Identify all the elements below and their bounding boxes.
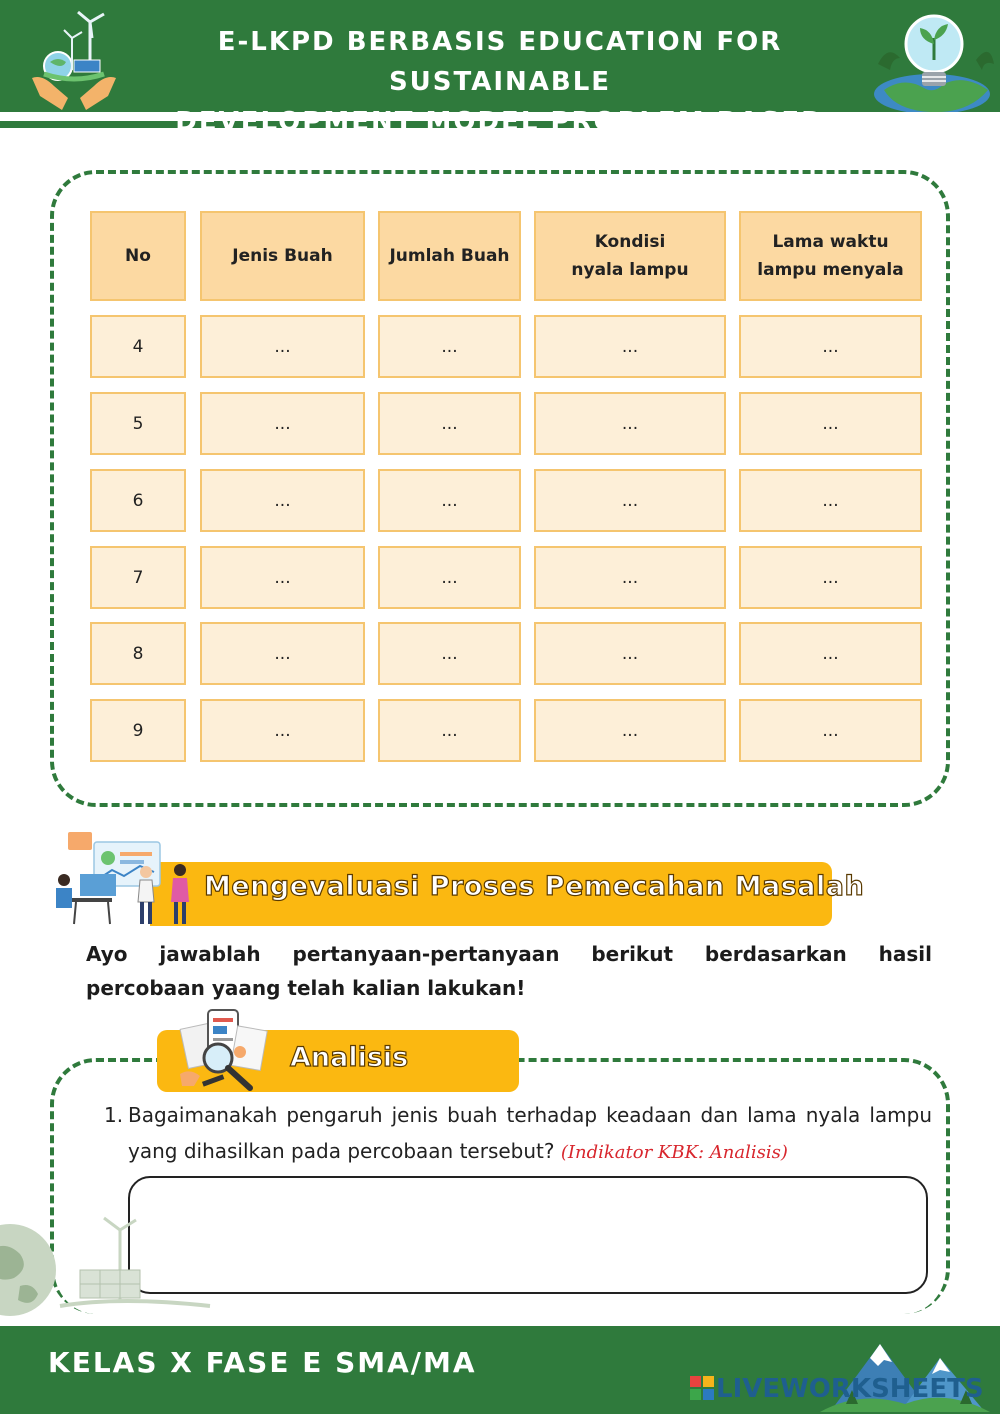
table-cell-jenis-buah[interactable]: ... [200,699,365,762]
section-title: Mengevaluasi Proses Pemecahan Masalah [204,871,865,902]
header-title [120,22,880,182]
table-cell-lama-waktu[interactable]: ... [739,622,922,685]
header-title-line1: E-LKPD BERBASIS EDUCATION FOR SUSTAINABLE [217,27,783,97]
table-header-kondisi-lampu: Kondisi nyala lampu [534,211,726,301]
liveworksheets-watermark [690,1374,984,1404]
table-cell-jenis-buah[interactable]: ... [200,392,365,455]
question-body [128,1097,932,1171]
table-cell-no: 5 [90,392,186,455]
table-cell-jenis-buah[interactable]: ... [200,546,365,609]
table-cell-lama-waktu[interactable]: ... [739,699,922,762]
table-cell-jenis-buah[interactable]: ... [200,622,365,685]
table-cell-no: 9 [90,699,186,762]
table-cell-jumlah-buah[interactable]: ... [378,622,521,685]
globe-wind-turbine-icon [0,1210,230,1330]
footer-class-label: KELAS X FASE E SMA/MA [48,1346,477,1379]
presentation-icon [50,828,200,928]
header-title-line2: DEVELOPMENT MODEL PROBLEM BASED LEARNING [175,107,825,177]
analysis-tab-label: Analisis [290,1042,409,1073]
table-cell-jumlah-buah[interactable]: ... [378,699,521,762]
table-cell-kondisi-lampu[interactable]: ... [534,315,726,378]
question-1 [104,1097,932,1171]
table-cell-jumlah-buah[interactable]: ... [378,315,521,378]
watermark-text: LIVEWORKSHEETS [716,1374,984,1404]
table-cell-kondisi-lampu[interactable]: ... [534,546,726,609]
table-cell-kondisi-lampu[interactable]: ... [534,469,726,532]
analysis-documents-icon [178,1008,270,1092]
table-header-jenis-buah: Jenis Buah [200,211,365,301]
table-cell-no: 4 [90,315,186,378]
table-cell-jenis-buah[interactable]: ... [200,315,365,378]
eco-hands-icon [28,8,120,112]
indicator-label: (Indikator KBK: Analisis) [560,1142,788,1163]
table-cell-lama-waktu[interactable]: ... [739,546,922,609]
instruction-text: Ayo jawablah pertanyaan-pertanyaan berikut berdasarkan hasil percobaan yaang telah kalian lakukan! [86,942,932,1000]
question-text: Bagaimanakah pengaruh jenis buah terhadap keadaan dan lama nyala lampu yang dihasilkan pada percobaan tersebut? [128,1103,932,1163]
table-cell-jumlah-buah[interactable]: ... [378,469,521,532]
liveworksheets-logo-icon [690,1376,714,1400]
table-cell-jumlah-buah[interactable]: ... [378,392,521,455]
table-header-jumlah-buah: Jumlah Buah [378,211,521,301]
bulb-globe-icon [870,10,995,112]
table-cell-kondisi-lampu[interactable]: ... [534,622,726,685]
table-cell-kondisi-lampu[interactable]: ... [534,699,726,762]
table-cell-lama-waktu[interactable]: ... [739,469,922,532]
question-number: 1. [104,1103,124,1127]
table-cell-lama-waktu[interactable]: ... [739,315,922,378]
table-cell-no: 8 [90,622,186,685]
table-cell-jumlah-buah[interactable]: ... [378,546,521,609]
table-header-no: No [90,211,186,301]
table-cell-lama-waktu[interactable]: ... [739,392,922,455]
table-cell-no: 6 [90,469,186,532]
table-cell-kondisi-lampu[interactable]: ... [534,392,726,455]
table-cell-no: 7 [90,546,186,609]
table-cell-jenis-buah[interactable]: ... [200,469,365,532]
table-header-lama-waktu: Lama waktu lampu menyala [739,211,922,301]
answer-input-1[interactable] [128,1176,928,1294]
